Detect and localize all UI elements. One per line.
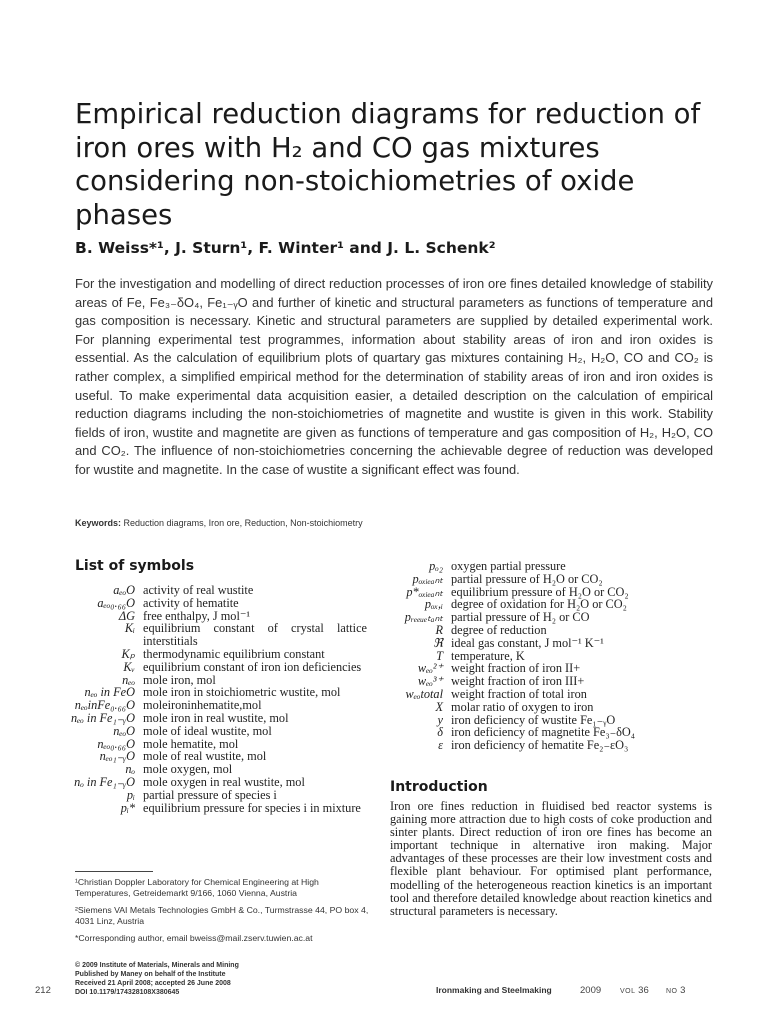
- footnotes: [75, 877, 371, 950]
- affiliation-1: ¹Christian Doppler Laboratory for Chemical Engineering at High Temperatures, Getreidemarkt 9/166, 1060 Vienna, Austria: [75, 877, 319, 898]
- symbol-description: mole of ideal wustite, mol: [143, 723, 272, 738]
- symbol-description: mole hematite, mol: [143, 736, 239, 751]
- issue-label: NO: [666, 988, 678, 995]
- publisher-line: Published by Maney on behalf of the Institute: [75, 971, 226, 978]
- symbol-description: weight fraction of iron II+: [451, 661, 581, 676]
- journal-name: Ironmaking and Steelmaking: [436, 985, 552, 995]
- symbol-row: [63, 776, 367, 789]
- symbol-description: ideal gas constant, J mol⁻¹ K⁻¹: [451, 635, 604, 650]
- symbol: pₒ₂: [429, 559, 443, 573]
- symbol: Kᵥ: [123, 659, 135, 674]
- symbol-description: mole oxygen in real wustite, mol: [143, 774, 305, 789]
- symbol: aₑₒ₀.₆₆O: [97, 595, 135, 610]
- symbol-description: molar ratio of oxygen to iron: [451, 699, 594, 714]
- symbol: pₒₓ,ᵢ: [424, 597, 443, 612]
- copyright-line: © 2009 Institute of Materials, Minerals and Mining: [75, 962, 239, 969]
- symbol: aₑₒO: [113, 583, 135, 597]
- symbol-row: [390, 624, 720, 637]
- symbol-row: [63, 712, 367, 725]
- symbol: ε: [438, 738, 443, 753]
- symbol-row: [390, 560, 720, 573]
- symbol-row: [63, 802, 367, 815]
- symbols-table-right: [390, 560, 720, 752]
- symbol: pᵢ*: [120, 800, 135, 815]
- symbol: X: [435, 699, 443, 714]
- symbol: nₒ: [125, 762, 135, 777]
- symbol-description: equilibrium pressure for species i in mixture: [143, 800, 361, 815]
- symbol: nₑₒ in FeO: [84, 685, 135, 700]
- symbol-description: partial pressure of H₂ or CO: [451, 610, 590, 625]
- volume-label: VOL: [620, 988, 636, 995]
- symbol-description: iron deficiency of hematite Fe₂₋εO₃: [451, 738, 629, 753]
- introduction-text: Iron ore fines reduction in fluidised bed reactor systems is gaining more attraction due to high costs of coke production and sinter plants. Direct reduction of iron ore fines has become an important technique in alternative iron making. Major advantages of these processes are their low investment costs and flexible plant behaviour. For optimised plant performance, modelling of the heterogeneous reaction kinetics is an important tool and therefore detailed knowledge about reaction kinetics and structural parameters is necessary.: [390, 799, 712, 918]
- symbols-heading: List of symbols: [75, 558, 195, 574]
- symbol-row: [63, 584, 367, 597]
- symbol: Kᵢ: [124, 621, 135, 636]
- symbol: wₑₒtotal: [405, 686, 443, 701]
- symbol: p*ₒₓᵢₑₐₙₜ: [406, 584, 443, 599]
- symbol: R: [435, 622, 443, 637]
- symbol-description: temperature, K: [451, 648, 525, 663]
- journal-year: 2009: [580, 985, 602, 996]
- footnote-divider: [75, 871, 153, 872]
- symbol: ℜ: [432, 635, 443, 650]
- issue-number: 3: [680, 985, 686, 996]
- symbol-description: moleironinhematite,mol: [143, 698, 262, 713]
- symbol-description: partial pressure of species i: [143, 787, 277, 802]
- symbol-description: equilibrium constant of crystal lattice interstitials: [143, 621, 367, 649]
- corresponding-author: *Corresponding author, email bweiss@mail.zserv.tuwien.ac.at: [75, 933, 313, 943]
- symbol: pᵣₑₑᵤₑₜₐₙₜ: [404, 610, 443, 625]
- symbol: T: [436, 648, 443, 663]
- symbol: nₑₒ₁₋ᵧO: [99, 749, 135, 764]
- received-line: Received 21 April 2008; accepted 26 June 2008: [75, 980, 231, 987]
- symbol: wₑₒ²⁺: [417, 661, 443, 676]
- symbol-row: [63, 648, 367, 661]
- symbol-description: degree of oxidation for H₂O or CO₂: [451, 597, 627, 612]
- symbol-description: mole iron, mol: [143, 672, 216, 687]
- keywords-label: Keywords:: [75, 518, 122, 528]
- symbol: nₑₒ in Fe₁₋ᵧO: [70, 710, 135, 725]
- keywords: [75, 518, 363, 528]
- symbol-description: degree of reduction: [451, 622, 547, 637]
- publisher-info: [75, 961, 239, 997]
- symbol: ΔG: [118, 608, 135, 623]
- symbol-row: [63, 622, 367, 648]
- journal-issue: [666, 985, 685, 996]
- symbol-description: mole oxygen, mol: [143, 762, 233, 777]
- symbol: pₒₓᵢₑₐₙₜ: [412, 571, 443, 586]
- symbols-table-left: [63, 584, 367, 814]
- symbol-description: iron deficiency of wustite Fe₁₋ᵧO: [451, 712, 616, 727]
- symbol-description: thermodynamic equilibrium constant: [143, 646, 325, 661]
- symbol-description: iron deficiency of magnetite Fe₃₋δO₄: [451, 725, 636, 740]
- symbol-row: [63, 661, 367, 674]
- symbol-description: free enthalpy, J mol⁻¹: [143, 608, 251, 623]
- symbol-description: activity of hematite: [143, 595, 239, 610]
- symbol-description: oxygen partial pressure: [451, 559, 566, 573]
- doi-line: DOI 10.1179/174328108X380645: [75, 989, 180, 996]
- symbol-description: equilibrium pressure of H₂O or CO₂: [451, 584, 629, 599]
- journal-volume: [620, 985, 649, 996]
- symbol: wₑₒ³⁺: [417, 674, 443, 689]
- keywords-text: Reduction diagrams, Iron ore, Reduction, Non-stoichiometry: [123, 518, 363, 528]
- paper-title: Empirical reduction diagrams for reduction of iron ores with H₂ and CO gas mixtures considering non-stoichiometries of oxide phases: [75, 98, 701, 231]
- page-number: 212: [35, 985, 51, 996]
- symbol-description: equilibrium constant of iron ion deficiencies: [143, 659, 362, 674]
- symbol: nₑₒ: [122, 672, 135, 687]
- symbol-description: mole iron in real wustite, mol: [143, 710, 289, 725]
- symbol-description: weight fraction of total iron: [451, 686, 587, 701]
- symbol-description: mole iron in stoichiometric wustite, mol: [143, 685, 341, 700]
- symbol: pᵢ: [126, 787, 135, 802]
- symbol: δ: [437, 725, 443, 740]
- symbol-description: mole of real wustite, mol: [143, 749, 267, 764]
- symbol: Kₚ: [121, 646, 135, 661]
- symbol-row: [63, 725, 367, 738]
- symbol: nₒ in Fe₁₋ᵧO: [74, 774, 135, 789]
- symbol-description: activity of real wustite: [143, 583, 254, 597]
- abstract: For the investigation and modelling of direct reduction processes of iron ore fines detailed knowledge of stability areas of Fe, Fe₃₋δO₄, Fe₁₋ᵧO and further of kinetic and structural parameters as functions of temperature and gas composition is necessary. Kinetic and structural parameters are supplied by detailed experimental work. For planning experimental test programmes, information about stability areas of iron and iron oxides is essential. As the calculation of equilibrium plots of quartary gas mixtures containing H₂, H₂O, CO and CO₂ is rather complex, a simplified empirical method for the determination of stability areas of iron and iron oxides is useful. To make experimental data acquisition easier, a detailed description on the calculation of empirical reduction diagrams including the non-stoichiometries of magnetite and wustite is given in this work. Stability fields of iron, wustite and magnetite are given as functions of temperature and gas composition of H₂, H₂O, CO and CO₂. The influence of non-stoichiometries concerning the achievable degree of reduction was developed for wustite and magnetite. In the case of wustite a significant effect was found.: [75, 276, 713, 477]
- symbol-row: [390, 637, 720, 650]
- symbol-row: [63, 789, 367, 802]
- introduction-heading: Introduction: [390, 779, 488, 795]
- symbol-row: [390, 739, 720, 752]
- author-list: B. Weiss*¹, J. Sturn¹, F. Winter¹ and J. L. Schenk²: [75, 239, 496, 257]
- symbol: y: [437, 712, 443, 727]
- symbol: nₑₒO: [113, 723, 135, 738]
- symbol: nₑₒinFe₀.₆₆O: [74, 698, 135, 713]
- volume-number: 36: [638, 985, 649, 996]
- symbol-description: weight fraction of iron III+: [451, 674, 585, 689]
- symbol: nₑₒ₀.₆₆O: [97, 736, 135, 751]
- symbol-row: [390, 573, 720, 586]
- symbol-row: [63, 597, 367, 610]
- symbol-row: [390, 688, 720, 701]
- symbol-row: [390, 701, 720, 714]
- symbol-description: partial pressure of H₂O or CO₂: [451, 571, 603, 586]
- affiliation-2: ²Siemens VAI Metals Technologies GmbH & Co., Turmstrasse 44, PO box 4, 4031 Linz, Austria: [75, 905, 369, 926]
